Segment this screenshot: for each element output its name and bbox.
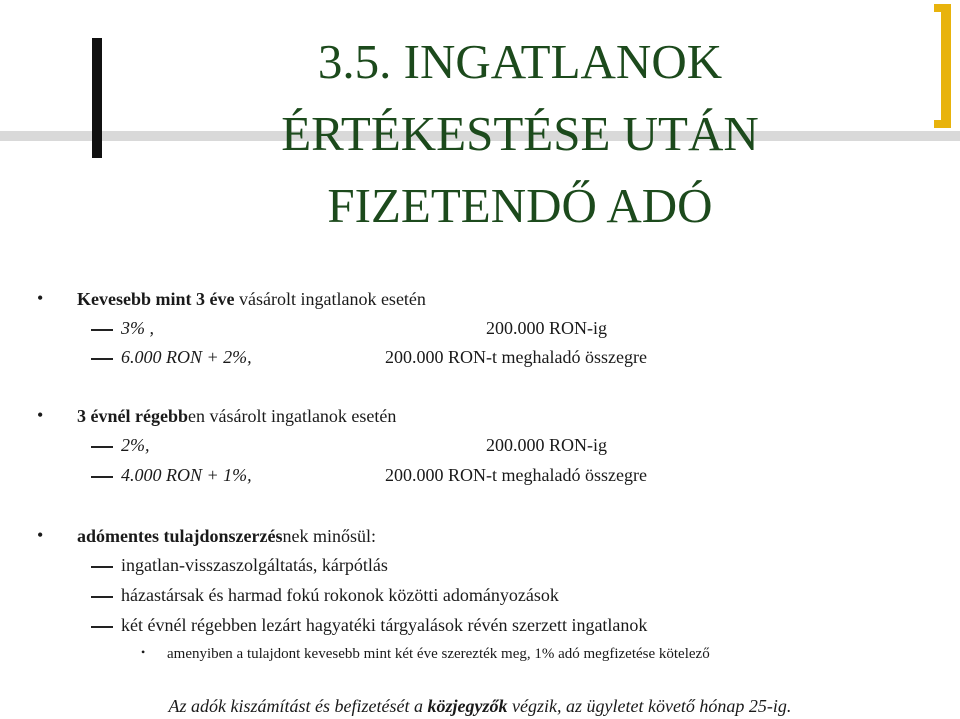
right-bracket-decoration (934, 4, 951, 128)
section3-heading-bold1: adómentes (77, 526, 159, 546)
section1-item1-left: 3% , (121, 318, 154, 338)
footer-pre: Az adók kiszámítást és befizetését a (168, 696, 428, 716)
section2-item2-left: 4.000 RON + 1%, (121, 465, 252, 485)
section3-item-2: házastársak és harmad fokú rokonok közötti adományozások (121, 585, 559, 605)
section3-item-1: ingatlan-visszaszolgáltatás, kárpótlás (121, 555, 388, 575)
section1-item2-left: 6.000 RON + 2%, (121, 347, 252, 367)
section2-heading (77, 405, 396, 427)
bullet-icon: • (37, 525, 44, 545)
section1-heading-rest: vásárolt ingatlanok esetén (234, 289, 426, 309)
dash-icon (91, 358, 113, 360)
section3-item-3: két évnél régebben lezárt hagyatéki tárgyalások révén szerzett ingatlanok (121, 615, 648, 635)
section1-heading (77, 288, 426, 310)
title-line-3: FIZETENDŐ ADÓ (327, 178, 713, 233)
bullet-icon: • (37, 288, 44, 308)
footer-bold: közjegyzők (427, 696, 508, 716)
section1-item1-right: 200.000 RON-ig (486, 318, 607, 338)
section3-heading-bold2: tulajdonszerzés (163, 526, 283, 546)
title-line-1: 3.5. INGATLANOK (317, 34, 723, 89)
section2-heading-bold: 3 évnél régebb (77, 406, 188, 426)
section1-item2-right: 200.000 RON-t meghaladó összegre (385, 347, 647, 367)
dash-icon (91, 626, 113, 628)
dash-icon (91, 596, 113, 598)
title-line-2: ÉRTÉKESTÉSE UTÁN (281, 106, 759, 161)
left-bracket-decoration (92, 38, 102, 158)
dash-icon (91, 446, 113, 448)
dash-icon (91, 329, 113, 331)
section3-heading (77, 525, 376, 547)
section3-sub-item: amenyiben a tulajdont kevesebb mint két éve szerezték meg, 1% adó megfizetése kötelező (167, 646, 710, 662)
section3-heading-rest: nek minősül: (282, 526, 376, 546)
footer-note (0, 696, 960, 717)
sub-bullet-icon: • (141, 645, 146, 659)
section2-heading-rest: en vásárolt ingatlanok esetén (187, 406, 397, 426)
section2-item1-left: 2%, (121, 435, 150, 455)
section2-item1-right: 200.000 RON-ig (486, 435, 607, 455)
dash-icon (91, 566, 113, 568)
slide-title (200, 26, 840, 242)
dash-icon (91, 476, 113, 478)
bullet-icon: • (37, 405, 44, 425)
section2-item2-right: 200.000 RON-t meghaladó összegre (385, 465, 647, 485)
section1-heading-bold: Kevesebb mint 3 éve (77, 289, 235, 309)
footer-post: végzik, az ügyletet követő hónap 25-ig. (507, 696, 792, 716)
